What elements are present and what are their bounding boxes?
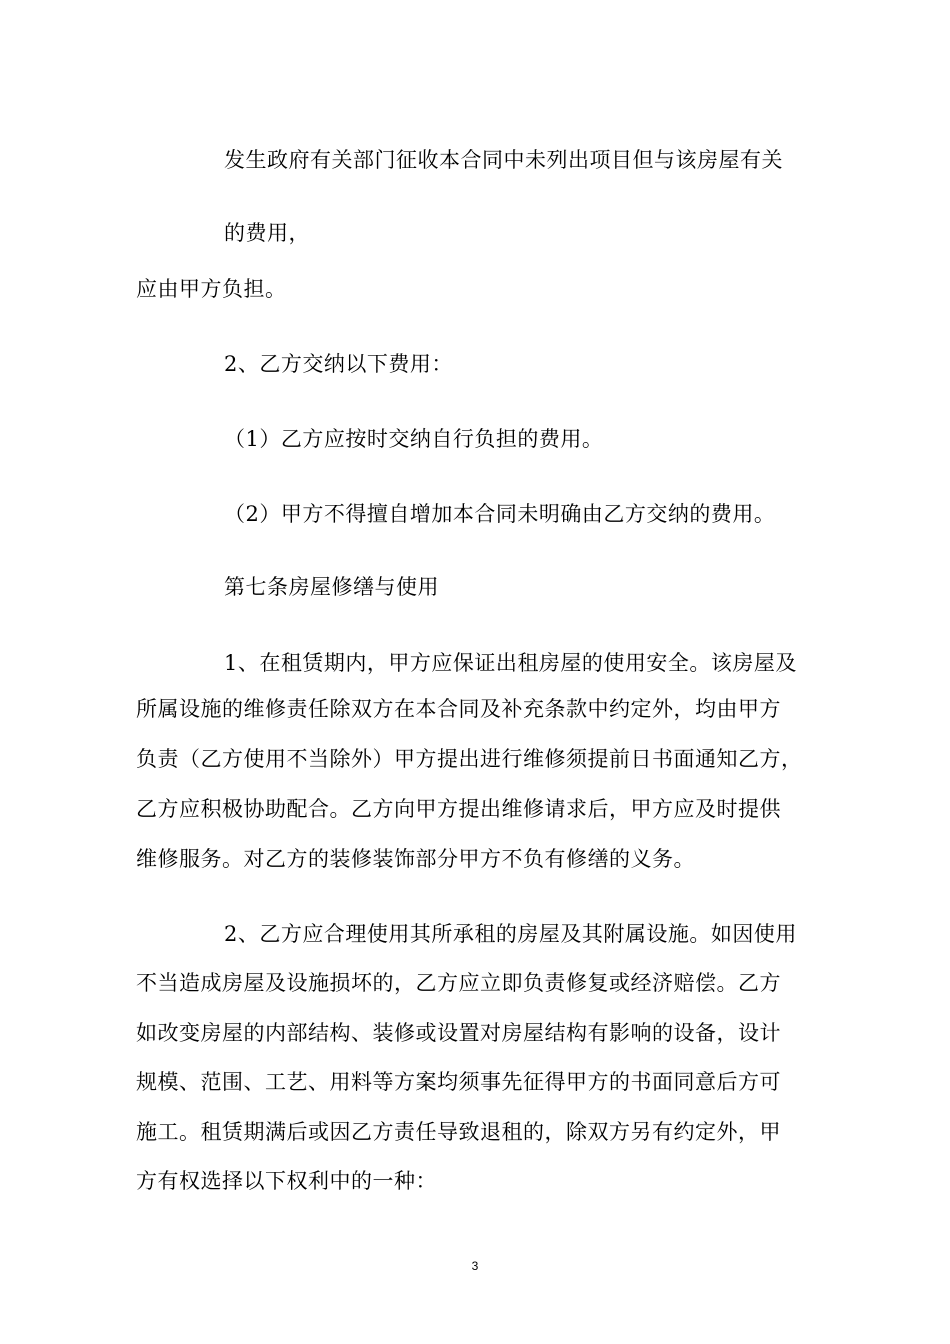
paragraph-line: 施工。租赁期满后或因乙方责任导致退租的，除双方另有约定外，甲 — [136, 1120, 781, 1144]
paragraph-line: 2、乙方应合理使用其所承租的房屋及其附属设施。如因使用 — [224, 922, 797, 946]
paragraph-line: 1、在租赁期内，甲方应保证出租房屋的使用安全。该房屋及 — [224, 651, 797, 675]
page-number: 3 — [471, 1259, 479, 1273]
paragraph-line: 如改变房屋的内部结构、装修或设置对房屋结构有影响的设备，设计 — [136, 1021, 781, 1045]
paragraph-line: 发生政府有关部门征收本合同中未列出项目但与该房屋有关 — [224, 148, 783, 172]
paragraph-line: 不当造成房屋及设施损坏的，乙方应立即负责修复或经济赔偿。乙方 — [136, 971, 781, 995]
paragraph-line: 2、乙方交纳以下费用： — [224, 352, 453, 376]
paragraph-line: 负责（乙方使用不当除外）甲方提出进行维修须提前日书面通知乙方， — [136, 747, 803, 771]
paragraph-line: （2）甲方不得擅自增加本合同未明确由乙方交纳的费用。 — [224, 502, 776, 526]
paragraph-line: 规模、范围、工艺、用料等方案均须事先征得甲方的书面同意后方可 — [136, 1070, 781, 1094]
section-heading: 第七条房屋修缮与使用 — [224, 575, 439, 599]
paragraph-line: 乙方应积极协助配合。乙方向甲方提出维修请求后，甲方应及时提供 — [136, 797, 781, 821]
paragraph-line: 方有权选择以下权利中的一种： — [136, 1169, 437, 1193]
paragraph-line: 的费用， — [224, 221, 310, 245]
paragraph-line: 所属设施的维修责任除双方在本合同及补充条款中约定外，均由甲方 — [136, 697, 781, 721]
paragraph-line: 维修服务。对乙方的装修装饰部分甲方不负有修缮的义务。 — [136, 847, 695, 871]
paragraph-line: 应由甲方负担。 — [136, 277, 287, 301]
paragraph-line: （1）乙方应按时交纳自行负担的费用。 — [224, 427, 604, 451]
